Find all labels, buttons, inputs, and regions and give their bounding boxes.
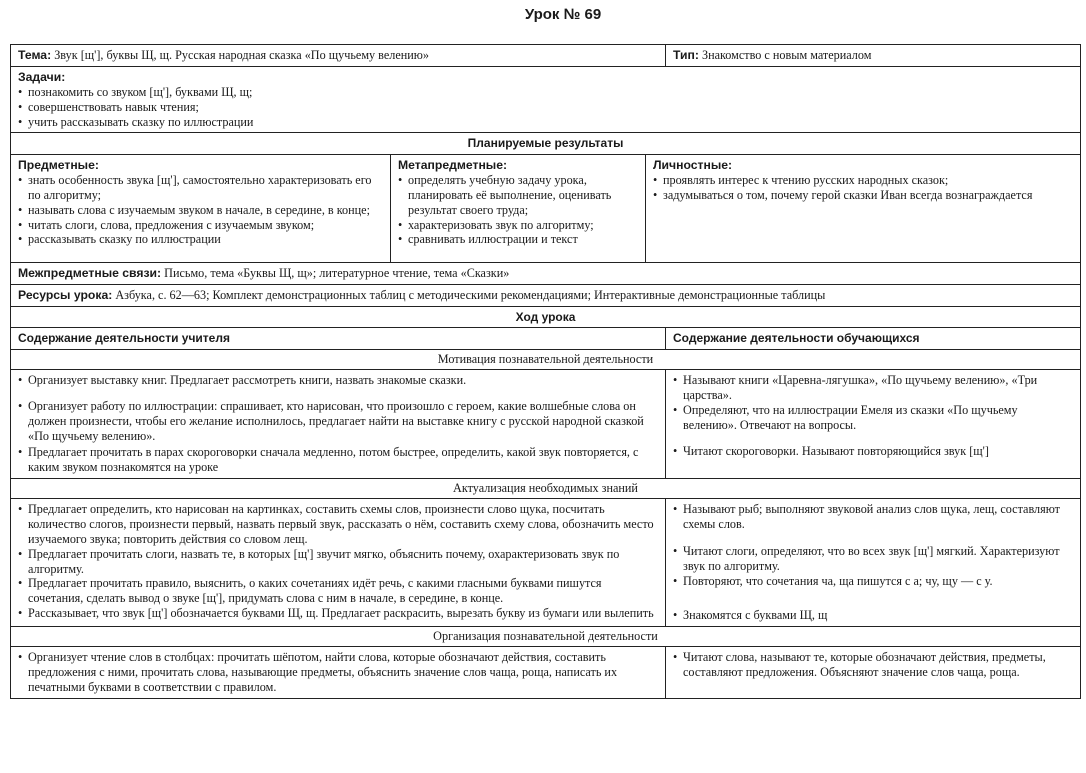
list-item: • Читают слоги, определяют, что во всех звук [щ'] мягкий. Характеризуют звук по алгоритму. <box>673 544 1073 574</box>
list-item: • Организует работу по иллюстрации: спрашивает, кто нарисован, что произошло с героем, какие волшебные слова он должен произнести, чтобы его желание исполнилось, предлагает найти на выставке книгу с русской народной сказкой «По щучьему велению». <box>18 399 658 444</box>
list-item: • учить рассказывать сказку по иллюстрации <box>18 115 1073 130</box>
column-headers-row <box>11 328 1081 350</box>
teacher-activity-list <box>18 650 658 695</box>
section-content-row <box>11 647 1081 699</box>
tasks-list <box>18 85 1073 130</box>
teacher-activity-list <box>18 373 658 475</box>
interdisciplinary-text: Письмо, тема «Буквы Щ, щ»; литературное чтение, тема «Сказки» <box>164 266 510 280</box>
student-activity-cell <box>666 499 1081 627</box>
list-item: • познакомить со звуком [щ'], буквами Щ, щ; <box>18 85 1073 100</box>
personal-results-label: Личностные: <box>653 158 733 172</box>
planned-results-header: Планируемые результаты <box>11 133 1081 155</box>
list-item: • Повторяют, что сочетания ча, ща пишутся с а; чу, щу — с у. <box>673 574 1073 589</box>
meta-results-label: Метапредметные: <box>398 158 508 172</box>
resources-label: Ресурсы урока: <box>18 287 113 302</box>
topic-row <box>11 45 1081 67</box>
list-item: • знать особенность звука [щ'], самостоятельно характеризовать его по алгоритму; <box>18 173 383 203</box>
list-item: • Читают слова, называют те, которые обозначают действия, предметы, составляют предложения. Объясняют значение слов чаща, роща. <box>673 650 1073 680</box>
teacher-activity-cell <box>11 647 666 699</box>
section-title-actualization: Актуализация необходимых знаний <box>11 479 1081 499</box>
resources-row <box>11 284 1081 306</box>
list-item: • читать слоги, слова, предложения с изучаемым звуком; <box>18 218 383 233</box>
list-item: • сравнивать иллюстрации и текст <box>398 232 638 247</box>
list-item: • совершенствовать навык чтения; <box>18 100 1073 115</box>
list-item: • Организует чтение слов в столбцах: прочитать шёпотом, найти слова, которые обозначают действия, составить предложения с ними, прочитать слова, называющие предметы, объяснить значение слов чаща, роща, написать их печатными буквами в соответствии с правилом. <box>18 650 658 695</box>
list-item: • Знакомятся с буквами Щ, щ <box>673 608 1073 623</box>
student-activity-list <box>673 373 1073 459</box>
list-item: • Организует выставку книг. Предлагает рассмотреть книги, назвать знакомые сказки. <box>18 373 658 388</box>
personal-results-list <box>653 173 1073 203</box>
planned-results-header-row <box>11 133 1081 155</box>
lesson-flow-header: Ход урока <box>11 306 1081 328</box>
lesson-flow-header-row <box>11 306 1081 328</box>
teacher-activity-cell <box>11 369 666 478</box>
planned-results-row <box>11 155 1081 263</box>
list-item: • Называют рыб; выполняют звуковой анализ слов щука, лещ, составляют схемы слов. <box>673 502 1073 532</box>
tasks-row <box>11 66 1081 133</box>
teacher-activity-cell <box>11 499 666 627</box>
tasks-label: Задачи: <box>18 69 66 84</box>
section-content-row <box>11 369 1081 478</box>
interdisciplinary-row <box>11 263 1081 285</box>
teacher-column-header: Содержание деятельности учителя <box>11 328 666 350</box>
student-activity-list <box>673 650 1073 680</box>
topic-cell <box>11 45 666 67</box>
section-title-row <box>11 479 1081 499</box>
resources-cell <box>11 284 1081 306</box>
student-activity-cell <box>666 369 1081 478</box>
lesson-plan-table <box>10 44 1081 699</box>
student-column-header: Содержание деятельности обучающихся <box>666 328 1081 350</box>
student-activity-list <box>673 502 1073 623</box>
personal-results-cell <box>646 155 1081 263</box>
section-title-row <box>11 627 1081 647</box>
list-item: • Предлагает определить, кто нарисован на картинках, составить схемы слов, произнести слово щука, посчитать количество слогов, произнести первый, назвать первый звук, рассказать о нём, составить схему слова, обозначить место изучаемого звука; повторить действия со словом лещ. <box>18 502 658 547</box>
page-title: Урок № 69 <box>524 6 602 23</box>
list-item: • Называют книги «Царевна-лягушка», «По щучьему велению», «Три царства». <box>673 373 1073 403</box>
section-title-motivation: Мотивация познавательной деятельности <box>11 350 1081 370</box>
list-item: • Предлагает прочитать слоги, назвать те, в которых [щ'] звучит мягко, объяснить почему, охарактеризовать звук по алгоритму. <box>18 547 658 577</box>
list-item: • задумываться о том, почему герой сказки Иван всегда вознаграждается <box>653 188 1073 203</box>
list-item: • рассказывать сказку по иллюстрации <box>18 232 383 247</box>
resources-text: Азбука, с. 62—63; Комплект демонстрационных таблиц с методическими рекомендациями; Интерактивные демонстрационные таблицы <box>115 287 826 302</box>
subject-results-list <box>18 173 383 247</box>
list-item: • Предлагает прочитать в парах скороговорки сначала медленно, потом быстрее, определить, какой звук повторяется, с каким звуком познакомятся на уроке <box>18 445 658 475</box>
student-activity-cell <box>666 647 1081 699</box>
meta-results-list <box>398 173 638 247</box>
type-cell <box>666 45 1081 67</box>
topic-text: Звук [щ'], буквы Щ, щ. Русская народная сказка «По щучьему велению» <box>54 48 430 62</box>
section-title-organization: Организация познавательной деятельности <box>11 627 1081 647</box>
teacher-activity-list <box>18 502 658 621</box>
type-text: Знакомство с новым материалом <box>701 48 872 62</box>
list-item: • характеризовать звук по алгоритму; <box>398 218 638 233</box>
list-item: • проявлять интерес к чтению русских народных сказок; <box>653 173 1073 188</box>
section-content-row <box>11 499 1081 627</box>
list-item: • определять учебную задачу урока, планировать её выполнение, оценивать результат своего труда; <box>398 173 638 218</box>
interdisciplinary-cell <box>11 263 1081 285</box>
list-item: • Определяют, что на иллюстрации Емеля из сказки «По щучьему велению». Отвечают на вопросы. <box>673 403 1073 433</box>
list-item: • называть слова с изучаемым звуком в начале, в середине, в конце; <box>18 203 383 218</box>
list-item: • Читают скороговорки. Называют повторяющийся звук [щ'] <box>673 444 1073 459</box>
list-item: • Рассказывает, что звук [щ'] обозначается буквами Щ, щ. Предлагает раскрасить, вырезать букву из бумаги или вылепить <box>18 606 658 621</box>
tasks-cell <box>11 66 1081 133</box>
topic-label: Тема: <box>18 48 52 62</box>
meta-results-cell <box>391 155 646 263</box>
type-label: Тип: <box>673 48 699 62</box>
subject-results-cell <box>11 155 391 263</box>
subject-results-label: Предметные: <box>18 158 99 172</box>
section-title-row <box>11 350 1081 370</box>
list-item: • Предлагает прочитать правило, выяснить, о каких сочетаниях идёт речь, с какими гласными буквами пишутся сочетания, сделать вывод о звуке [щ'], придумать слова с ним в начале, в середине, в конце. <box>18 576 658 606</box>
interdisciplinary-label: Межпредметные связи: <box>18 266 162 280</box>
